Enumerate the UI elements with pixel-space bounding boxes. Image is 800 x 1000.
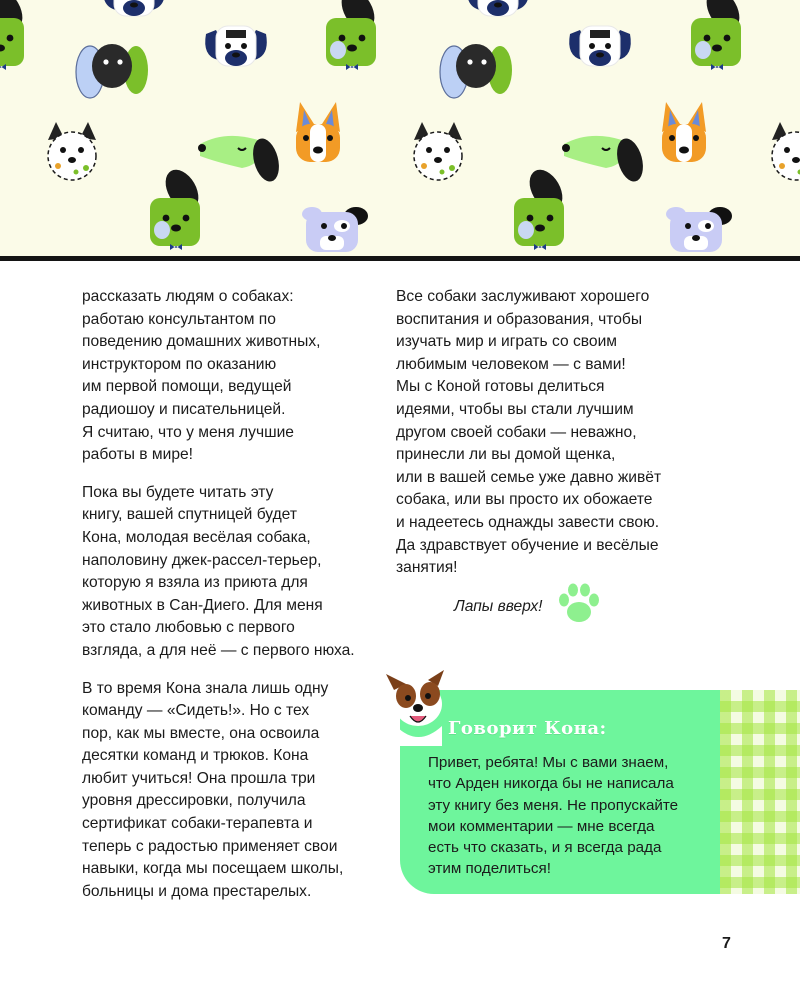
dog-pattern-banner [0, 0, 800, 256]
page-number: 7 [722, 935, 731, 952]
kona-says-title: Говорит Кона: [448, 718, 607, 739]
dog-icons [0, 0, 800, 252]
paragraph-kona: Пока вы будете читать эту книгу, вашей спутницей будет Кона, молодая весёлая собака, наполовину джек-рассел-терьер, которую я взяла из приюта для животных в Сан-Диего. Для меня это стало любовью с первого взгляда, а для неё — с первого нюха. [82, 483, 355, 659]
plaid-pattern [720, 690, 800, 894]
right-column [396, 286, 696, 595]
left-column [82, 286, 382, 918]
paragraph-training: В то время Кона знала лишь одну команду — «Сидеть!». Но с тех пор, как мы вместе, она освоила десятки команд и трюков. Кона любит учиться! Она прошла три уровня дрессировки, получила сертификат собаки-терапевта и теперь с радостью применяет свои навыки, когда мы посещаем школы, больницы и дома престарелых. [82, 679, 344, 900]
kona-dog-icon [384, 668, 454, 750]
signoff: Лапы вверх! [454, 598, 543, 615]
paragraph-intro: рассказать людям о собаках: работаю консультантом по поведению домашних животных, инструктором по оказанию им первой помощи, ведущей радиошоу и писательницей. Я считаю, что у меня лучшие работы в мире! [82, 288, 321, 464]
paragraph-education: Все собаки заслуживают хорошего воспитания и образования, чтобы изучать мир и играть со своим любимым человеком — с вами! Мы с Коной готовы делиться идеями, чтобы вы стали лучшим другом своей собаки — неважно, принесли ли вы домой щенка, или в вашей семье уже давно живёт собака, или вы просто их обожаете и надеетесь однажды завести свою. Да здравствует обучение и весёлые занятия! [396, 288, 662, 577]
paw-print-icon [556, 580, 602, 626]
kona-says-text: Привет, ребята! Мы с вами знаем, что Арден никогда бы не написала эту книгу без меня. Не пропускайте мои комментарии — мне всегда есть что сказать, и я всегда рада этим поделиться! [428, 754, 679, 878]
banner-divider [0, 256, 800, 261]
dog-pattern-illustration [0, 0, 800, 256]
